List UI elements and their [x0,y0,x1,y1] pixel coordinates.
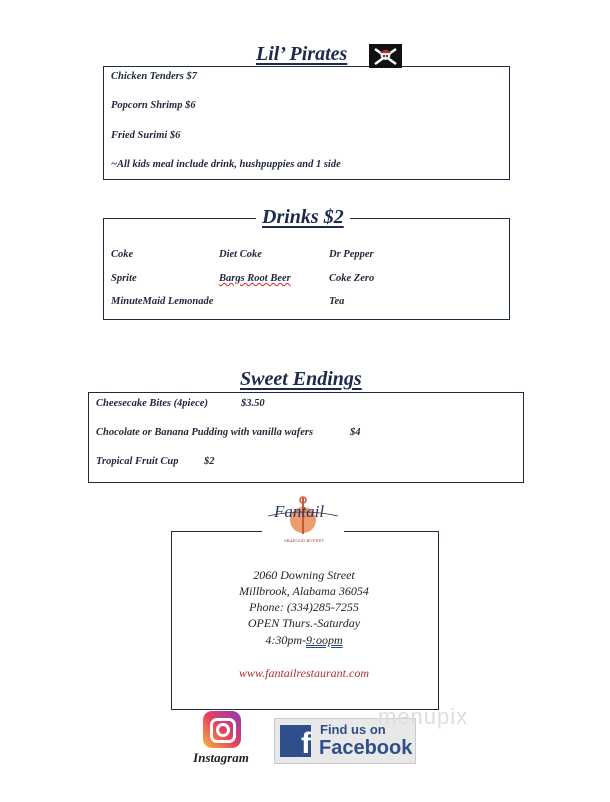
drink-item: Sprite [111,273,137,284]
drink-item: Tea [329,296,345,307]
dessert-price: $4 [350,427,361,438]
dessert-name: Cheesecake Bites (4piece) [96,398,208,409]
open-days: OPEN Thurs.-Saturday [247,616,361,630]
drink-item: MinuteMaid Lemonade [111,296,214,307]
logo-subtext: SEAFOOD BUFFET [284,538,324,543]
drink-item: Coke [111,249,134,260]
address-street: 2060 Downing Street [253,568,355,582]
drink-item: Bargs Root Beer [219,273,291,284]
facebook-line2: Facebook [319,737,413,759]
pirate-flag-icon [369,44,402,68]
logo-text: Fantail [274,502,325,521]
dessert-price: $2 [204,456,215,467]
kids-menu-title: Lil’ Pirates [250,43,353,66]
hours [171,633,437,648]
instagram-label: Instagram [193,750,249,765]
hours-end: 9:oopm [306,633,343,647]
drink-item: Dr Pepper [329,249,374,260]
facebook-icon: f [280,725,311,757]
address-city: Millbrook, Alabama 36054 [239,584,369,598]
fantail-logo [262,494,344,546]
facebook-line1: Find us on [320,722,386,737]
drinks-title: Drinks $2 [256,206,350,229]
dessert-price: $3.50 [241,398,265,409]
kids-item: Popcorn Shrimp $6 [111,100,196,111]
phone: Phone: (334)285-7255 [249,600,359,614]
dessert-name: Chocolate or Banana Pudding with vanilla wafers [96,427,314,438]
drink-item: Diet Coke [219,249,262,260]
hours-start: 4:30pm- [265,633,306,647]
dessert-name: Tropical Fruit Cup [96,456,179,467]
menupix-watermark: menupix [378,704,469,729]
drink-item: Coke Zero [329,273,375,284]
desserts-title: Sweet Endings [234,368,368,391]
kids-note: ~All kids meal include drink, hushpuppies and 1 side [111,159,341,170]
instagram-icon[interactable] [203,711,241,748]
kids-item: Chicken Tenders $7 [111,71,197,82]
kids-item: Fried Surimi $6 [111,130,181,141]
website-link[interactable]: www.fantailrestaurant.com [238,666,369,680]
